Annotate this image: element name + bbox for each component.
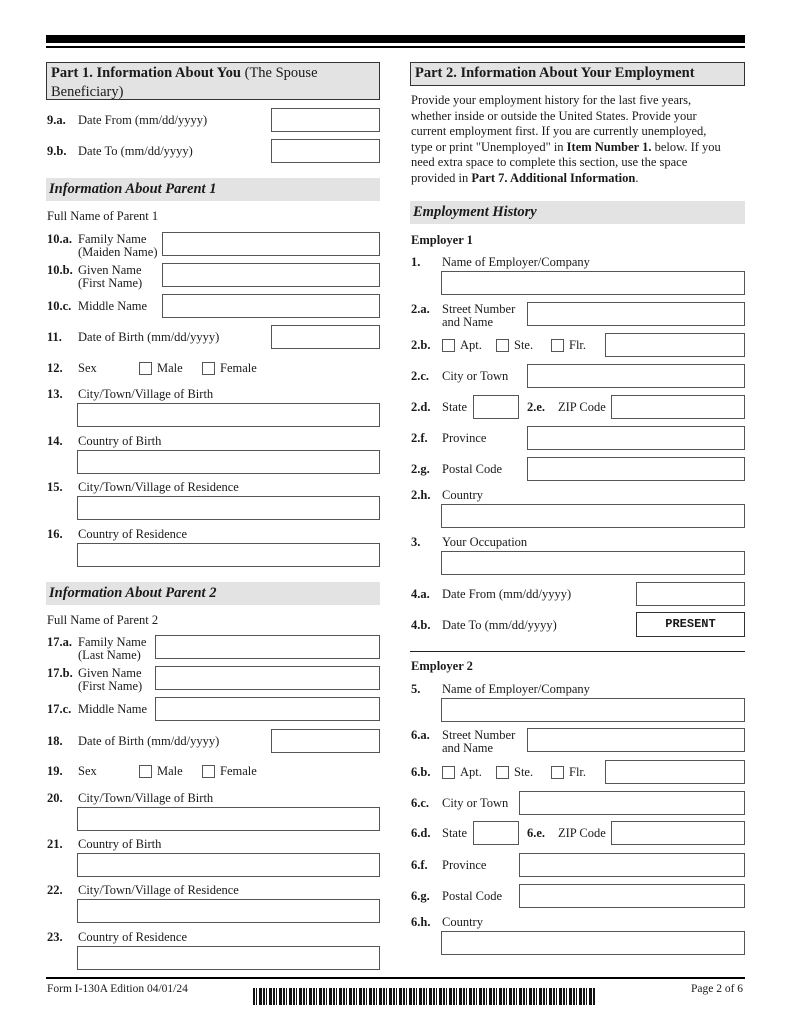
parent2-female-label: Female — [220, 764, 257, 778]
item-10a-sublabel: (Maiden Name) — [78, 245, 158, 259]
employer2-postal-input[interactable] — [519, 884, 745, 908]
page-number: Page 2 of 6 — [691, 983, 744, 995]
item-6c-number: 6.c. — [411, 796, 430, 810]
item-6b-number: 6.b. — [411, 765, 431, 779]
item-10a-number: 10.a. — [47, 232, 72, 246]
employer1-name-input[interactable] — [441, 271, 745, 295]
employer2-street-input[interactable] — [527, 728, 745, 752]
footer-rule — [46, 977, 745, 979]
employer-divider — [410, 651, 745, 652]
employer2-zip-input[interactable] — [611, 821, 745, 845]
item-9b-number: 9.b. — [47, 144, 67, 158]
parent1-residence-city-input[interactable] — [77, 496, 380, 520]
employer1-city-input[interactable] — [527, 364, 745, 388]
item-10b-number: 10.b. — [47, 263, 73, 277]
parent2-male-label: Male — [157, 764, 183, 778]
item-6e-label: ZIP Code — [558, 826, 606, 840]
intro-text: . — [635, 170, 639, 185]
employer1-street-input[interactable] — [527, 302, 745, 326]
item-2d-label: State — [442, 400, 467, 414]
item-9a-label: Date From (mm/dd/yyyy) — [78, 113, 208, 127]
item-4a-number: 4.a. — [411, 587, 430, 601]
item-22-label: City/Town/Village of Residence — [78, 883, 239, 897]
item-9a-number: 9.a. — [47, 113, 66, 127]
intro-line — [411, 171, 745, 187]
item-2a-sublabel: and Name — [442, 315, 494, 329]
employer1-postal-input[interactable] — [527, 457, 745, 481]
item-3-number: 3. — [411, 535, 421, 549]
item-5-label: Name of Employer/Company — [442, 682, 590, 696]
parent1-section-header: Information About Parent 1 — [46, 178, 380, 201]
parent1-birth-city-input[interactable] — [77, 403, 380, 427]
item-10c-label: Middle Name — [78, 299, 148, 313]
item-2f-number: 2.f. — [411, 431, 428, 445]
item-10c-number: 10.c. — [47, 299, 72, 313]
item-18-label: Date of Birth (mm/dd/yyyy) — [78, 734, 220, 748]
top-rule-thin — [46, 46, 745, 48]
parent2-fullname-label: Full Name of Parent 2 — [47, 613, 159, 627]
parent2-residence-country-input[interactable] — [77, 946, 380, 970]
item-6h-label: Country — [442, 915, 483, 929]
item-1-label: Name of Employer/Company — [442, 255, 590, 269]
item-12-number: 12. — [47, 361, 63, 375]
item-5-number: 5. — [411, 682, 421, 696]
parent1-birth-country-input[interactable] — [77, 450, 380, 474]
intro-line — [411, 140, 745, 156]
top-rule-thick — [46, 35, 745, 43]
item-6d-number: 6.d. — [411, 826, 431, 840]
item-2c-number: 2.c. — [411, 369, 430, 383]
item-4b-number: 4.b. — [411, 618, 431, 632]
item-15-number: 15. — [47, 480, 63, 494]
parent2-birth-city-input[interactable] — [77, 807, 380, 831]
parent1-dob-input[interactable] — [271, 325, 380, 349]
parent1-male-checkbox[interactable] — [139, 362, 152, 375]
parent1-female-label: Female — [220, 361, 257, 375]
employer2-state-select[interactable] — [473, 821, 519, 845]
employer2-flr-label: Flr. — [569, 765, 587, 779]
employer2-apt-label: Apt. — [460, 765, 482, 779]
item-17b-number: 17.b. — [47, 666, 73, 680]
item-2a-number: 2.a. — [411, 302, 430, 316]
employer1-heading: Employer 1 — [411, 233, 473, 247]
item-6d-label: State — [442, 826, 467, 840]
barcode-image — [253, 988, 595, 1005]
intro-text: below. If you — [651, 139, 721, 154]
item-15-label: City/Town/Village of Residence — [78, 480, 239, 494]
employer1-country-input[interactable] — [441, 504, 745, 528]
parent2-birth-country-input[interactable] — [77, 853, 380, 877]
intro-line: current employment first. If you are currently unemployed, — [411, 124, 707, 138]
parent1-fullname-label: Full Name of Parent 1 — [47, 209, 159, 223]
item-3-label: Your Occupation — [442, 535, 528, 549]
employer2-unit-input[interactable] — [605, 760, 745, 784]
item-1-number: 1. — [411, 255, 421, 269]
employer1-date-to-input[interactable]: PRESENT — [636, 612, 745, 637]
form-edition: Form I-130A Edition 04/01/24 — [47, 983, 188, 995]
item-6e-number: 6.e. — [527, 826, 546, 840]
parent2-dob-input[interactable] — [271, 729, 380, 753]
parent2-section-header: Information About Parent 2 — [46, 582, 380, 605]
item-17a-sublabel: (Last Name) — [78, 648, 141, 662]
employer2-apt-checkbox[interactable] — [442, 766, 455, 779]
intro-line: whether inside or outside the United States. Provide your — [411, 108, 697, 123]
item-6h-number: 6.h. — [411, 915, 431, 929]
employer2-heading: Employer 2 — [411, 659, 473, 673]
part2-intro-paragraph — [411, 93, 745, 186]
employer1-province-input[interactable] — [527, 426, 745, 450]
item-2c-label: City or Town — [442, 369, 509, 383]
employer1-zip-input[interactable] — [611, 395, 745, 419]
intro-text: provided in — [411, 170, 472, 185]
parent2-residence-city-input[interactable] — [77, 899, 380, 923]
item-6g-label: Postal Code — [442, 889, 503, 903]
employer2-flr-checkbox[interactable] — [551, 766, 564, 779]
intro-part-ref: Part 7. Additional Information — [471, 170, 636, 185]
item-2g-number: 2.g. — [411, 462, 430, 476]
employer2-city-input[interactable] — [519, 791, 745, 815]
employer1-unit-input[interactable] — [605, 333, 745, 357]
employer2-province-input[interactable] — [519, 853, 745, 877]
item-23-label: Country of Residence — [78, 930, 188, 944]
part1-header-subtitle: (The Spouse Beneficiary) — [51, 65, 318, 100]
parent2-given-name-input[interactable] — [155, 666, 380, 690]
employer1-ste-label: Ste. — [514, 338, 534, 352]
item-13-number: 13. — [47, 387, 63, 401]
item-6g-number: 6.g. — [411, 889, 430, 903]
intro-line: Provide your employment history for the last five years, — [411, 93, 692, 107]
employer1-date-from-input[interactable] — [636, 582, 745, 606]
parent1-given-name-input[interactable] — [162, 263, 380, 287]
item-17c-label: Middle Name — [78, 702, 148, 716]
occupation-input[interactable] — [441, 551, 745, 575]
date-from-input[interactable] — [271, 108, 380, 132]
parent1-residence-country-input[interactable] — [77, 543, 380, 567]
intro-text: type or print "Unemployed" in — [411, 139, 567, 154]
item-2f-label: Province — [442, 431, 487, 445]
item-16-label: Country of Residence — [78, 527, 188, 541]
item-2b-number: 2.b. — [411, 338, 431, 352]
item-13-label: City/Town/Village of Birth — [78, 387, 214, 401]
item-2h-number: 2.h. — [411, 488, 431, 502]
employer2-name-input[interactable] — [441, 698, 745, 722]
item-2h-label: Country — [442, 488, 483, 502]
item-6a-sublabel: and Name — [442, 741, 494, 755]
item-17b-label: Given Name — [78, 666, 142, 680]
employment-history-header: Employment History — [410, 201, 745, 224]
item-9b-label: Date To (mm/dd/yyyy) — [78, 144, 193, 158]
parent1-male-label: Male — [157, 361, 183, 375]
item-17a-number: 17.a. — [47, 635, 72, 649]
item-2e-label: ZIP Code — [558, 400, 606, 414]
employer1-apt-checkbox[interactable] — [442, 339, 455, 352]
item-16-number: 16. — [47, 527, 63, 541]
item-17c-number: 17.c. — [47, 702, 72, 716]
parent1-middle-name-input[interactable] — [162, 294, 380, 318]
intro-line: need extra space to complete this section, use the space — [411, 155, 688, 169]
item-10a-label: Family Name — [78, 232, 147, 246]
item-11-number: 11. — [47, 330, 62, 344]
item-14-number: 14. — [47, 434, 63, 448]
item-6a-label: Street Number — [442, 728, 516, 742]
item-2e-number: 2.e. — [527, 400, 546, 414]
parent2-family-name-input[interactable] — [155, 635, 380, 659]
item-4a-label: Date From (mm/dd/yyyy) — [442, 587, 572, 601]
parent2-female-checkbox[interactable] — [202, 765, 215, 778]
employer2-ste-checkbox[interactable] — [496, 766, 509, 779]
item-19-number: 19. — [47, 764, 63, 778]
item-6c-label: City or Town — [442, 796, 509, 810]
parent2-middle-name-input[interactable] — [155, 697, 380, 721]
item-19-label: Sex — [78, 764, 97, 778]
item-21-number: 21. — [47, 837, 63, 851]
item-14-label: Country of Birth — [78, 434, 162, 448]
employer1-ste-checkbox[interactable] — [496, 339, 509, 352]
employer2-ste-label: Ste. — [514, 765, 534, 779]
employer1-flr-checkbox[interactable] — [551, 339, 564, 352]
item-10b-sublabel: (First Name) — [78, 276, 143, 290]
employer1-state-select[interactable] — [473, 395, 519, 419]
item-6f-number: 6.f. — [411, 858, 428, 872]
parent1-female-checkbox[interactable] — [202, 362, 215, 375]
part2-header: Part 2. Information About Your Employment — [410, 62, 745, 86]
employer1-apt-label: Apt. — [460, 338, 482, 352]
item-6a-number: 6.a. — [411, 728, 430, 742]
employer2-country-input[interactable] — [441, 931, 745, 955]
item-17b-sublabel: (First Name) — [78, 679, 143, 693]
item-2g-label: Postal Code — [442, 462, 503, 476]
item-22-number: 22. — [47, 883, 63, 897]
item-21-label: Country of Birth — [78, 837, 162, 851]
item-11-label: Date of Birth (mm/dd/yyyy) — [78, 330, 220, 344]
item-6f-label: Province — [442, 858, 487, 872]
item-2d-number: 2.d. — [411, 400, 431, 414]
part1-header-title: Part 1. Information About You — [51, 65, 241, 81]
item-2a-label: Street Number — [442, 302, 516, 316]
item-12-label: Sex — [78, 361, 97, 375]
item-23-number: 23. — [47, 930, 63, 944]
parent2-male-checkbox[interactable] — [139, 765, 152, 778]
item-18-number: 18. — [47, 734, 63, 748]
item-4b-label: Date To (mm/dd/yyyy) — [442, 618, 557, 632]
part1-header — [46, 62, 380, 100]
item-10b-label: Given Name — [78, 263, 142, 277]
intro-item-ref: Item Number 1. — [566, 139, 652, 154]
item-20-number: 20. — [47, 791, 63, 805]
item-17a-label: Family Name — [78, 635, 147, 649]
employer1-flr-label: Flr. — [569, 338, 587, 352]
date-to-input[interactable] — [271, 139, 380, 163]
item-20-label: City/Town/Village of Birth — [78, 791, 214, 805]
parent1-family-name-input[interactable] — [162, 232, 380, 256]
